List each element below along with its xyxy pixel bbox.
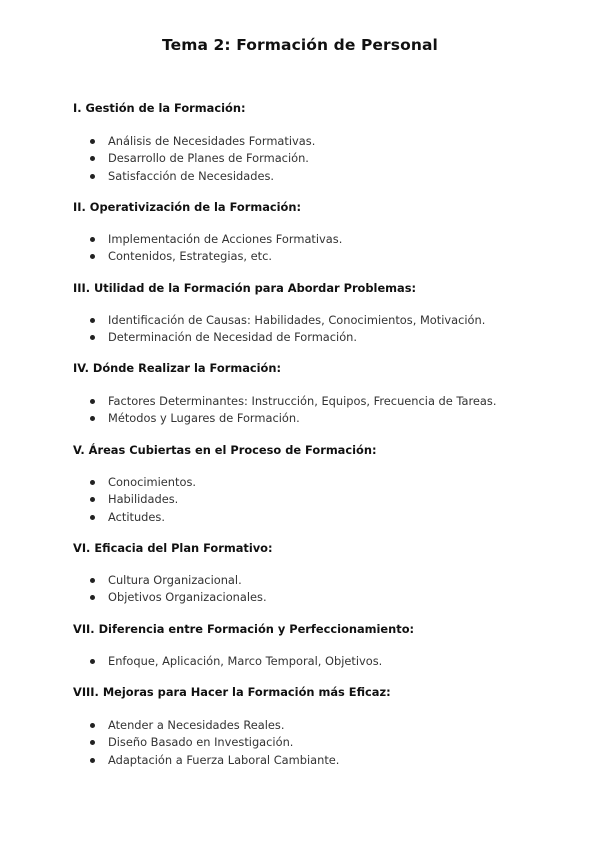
list-item-text: Contenidos, Estrategias, etc. — [108, 249, 273, 264]
list-item-text: Actitudes. — [108, 509, 165, 524]
bullet-list — [88, 474, 196, 526]
section-heading: VI. Eficacia del Plan Formativo: — [73, 541, 273, 555]
section-heading: I. Gestión de la Formación: — [73, 101, 246, 115]
bullet-icon — [90, 515, 95, 520]
section-heading: II. Operativización de la Formación: — [73, 200, 302, 214]
bullet-list — [88, 231, 342, 266]
bullet-list — [88, 393, 496, 428]
page-title: Tema 2: Formación de Personal — [162, 36, 438, 54]
bullet-icon — [90, 758, 95, 763]
list-item-text: Métodos y Lugares de Formación. — [108, 411, 300, 426]
bullet-list — [88, 133, 315, 185]
list-item-text: Identificación de Causas: Habilidades, Conocimientos, Motivación. — [108, 313, 486, 327]
list-item — [88, 717, 339, 734]
bullet-list — [88, 312, 485, 347]
list-item — [88, 509, 196, 526]
bullet-icon — [90, 723, 95, 728]
list-item-text: Diseño Basado en Investigación. — [108, 735, 294, 750]
list-item — [88, 491, 196, 508]
bullet-icon — [90, 237, 95, 242]
list-item-text: Atender a Necesidades Reales. — [108, 718, 285, 732]
list-item-text: Enfoque, Aplicación, Marco Temporal, Objetivos. — [108, 654, 383, 668]
bullet-icon — [90, 578, 95, 583]
bullet-icon — [90, 740, 95, 745]
section-heading: V. Áreas Cubiertas en el Proceso de Formación: — [73, 443, 377, 457]
list-item-text: Conocimientos. — [108, 475, 197, 489]
list-item — [88, 752, 339, 769]
bullet-icon — [90, 480, 95, 485]
bullet-icon — [90, 595, 95, 600]
list-item — [88, 734, 339, 751]
list-item-text: Objetivos Organizacionales. — [108, 590, 267, 605]
list-item — [88, 150, 315, 167]
list-item-text: Desarrollo de Planes de Formación. — [108, 151, 309, 166]
list-item — [88, 474, 196, 491]
list-item — [88, 248, 342, 265]
bullet-icon — [90, 659, 95, 664]
bullet-icon — [90, 318, 95, 323]
bullet-icon — [90, 399, 95, 404]
list-item-text: Satisfacción de Necesidades. — [108, 168, 275, 183]
list-item-text: Determinación de Necesidad de Formación. — [108, 330, 358, 345]
list-item-text: Factores Determinantes: Instrucción, Equipos, Frecuencia de Tareas. — [108, 394, 497, 408]
bullet-list — [88, 572, 267, 607]
list-item — [88, 589, 267, 606]
list-item — [88, 393, 496, 410]
bullet-list — [88, 653, 382, 670]
section-heading: III. Utilidad de la Formación para Abordar Problemas: — [73, 281, 417, 295]
list-item — [88, 312, 485, 329]
bullet-icon — [90, 497, 95, 502]
list-item-text: Cultura Organizacional. — [108, 573, 242, 587]
bullet-icon — [90, 174, 95, 179]
list-item — [88, 231, 342, 248]
list-item — [88, 653, 382, 670]
section-heading: VII. Diferencia entre Formación y Perfeccionamiento: — [73, 622, 415, 636]
bullet-list — [88, 717, 339, 769]
bullet-icon — [90, 139, 95, 144]
list-item-text: Adaptación a Fuerza Laboral Cambiante. — [108, 752, 340, 767]
section-heading: VIII. Mejoras para Hacer la Formación más Eficaz: — [73, 685, 391, 699]
list-item — [88, 168, 315, 185]
bullet-icon — [90, 416, 95, 421]
list-item-text: Implementación de Acciones Formativas. — [108, 232, 343, 246]
list-item-text: Análisis de Necesidades Formativas. — [108, 134, 316, 148]
bullet-icon — [90, 335, 95, 340]
list-item — [88, 410, 496, 427]
list-item — [88, 133, 315, 150]
list-item — [88, 329, 485, 346]
bullet-icon — [90, 254, 95, 259]
section-heading: IV. Dónde Realizar la Formación: — [73, 361, 282, 375]
bullet-icon — [90, 156, 95, 161]
list-item-text: Habilidades. — [108, 492, 179, 507]
list-item — [88, 572, 267, 589]
